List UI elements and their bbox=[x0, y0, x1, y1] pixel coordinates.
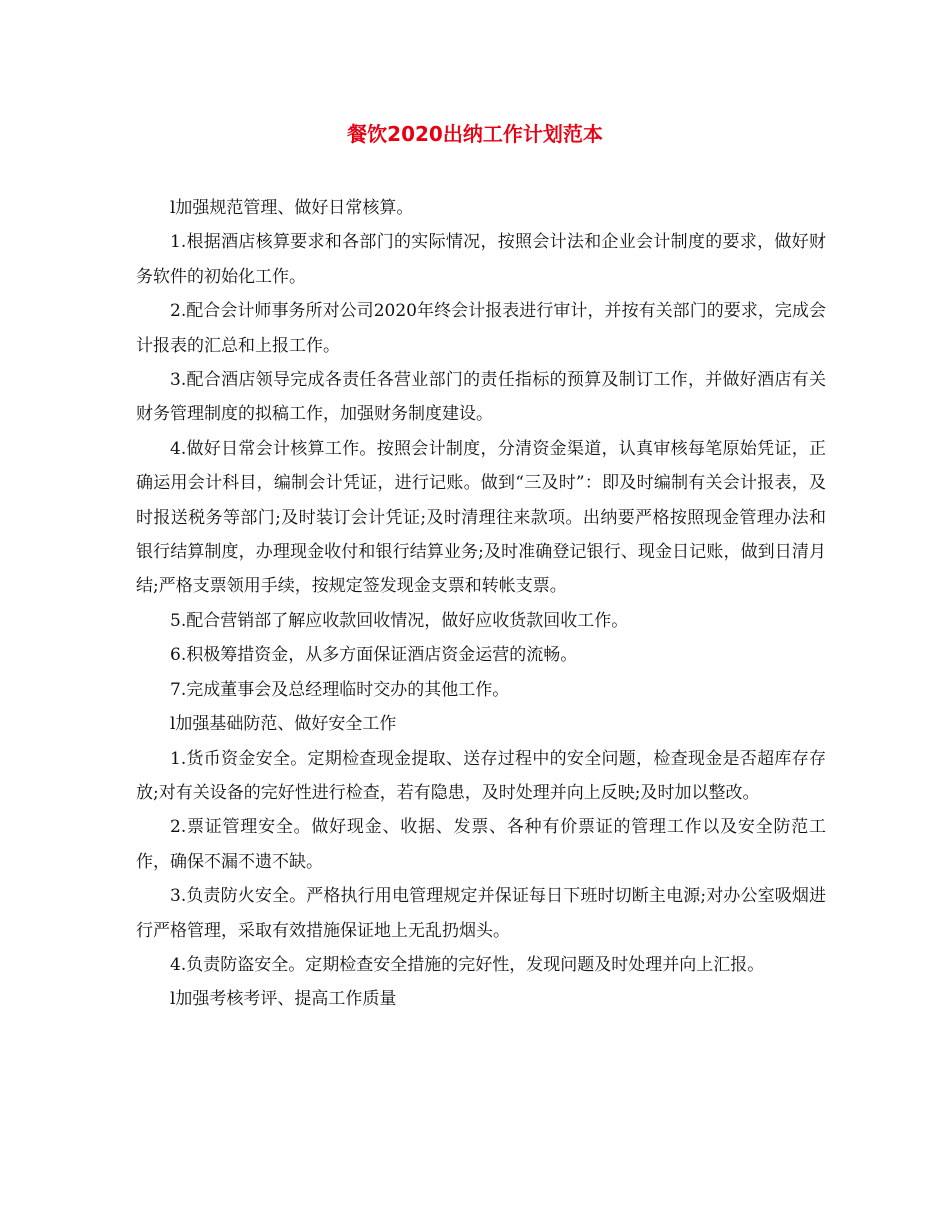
paragraph-item-5: 5.配合营销部了解应收款回收情况，做好应收货款回收工作。 bbox=[170, 610, 629, 631]
paragraph-item-6: 6.积极筹措资金，从多方面保证酒店资金运营的流畅。 bbox=[170, 645, 578, 666]
paragraph-item-3: 3.配合酒店领导完成各责任各营业部门的责任指标的预算及制订工作，并做好酒店有关财务管理制度的拟稿工作，加强财务制度建设。 bbox=[136, 370, 826, 425]
paragraph-item-2: 2.配合会计师事务所对公司2020年终会计报表进行审计，并按有关部门的要求，完成会计报表的汇总和上报工作。 bbox=[136, 301, 826, 356]
section-heading-2: l加强基础防范、做好安全工作 bbox=[170, 714, 397, 735]
document-title: 餐饮2020出纳工作计划范本 bbox=[347, 122, 603, 146]
paragraph-item-7: 7.完成董事会及总经理临时交办的其他工作。 bbox=[170, 679, 510, 700]
section-heading-1: l加强规范管理、做好日常核算。 bbox=[170, 198, 414, 218]
paragraph-item-8: 1.货币资金安全。定期检查现金提取、送存过程中的安全问题，检查现金是否超库存存放;对有关设备的完好性进行检查，若有隐患，及时处理并向上反映;及时加以整改。 bbox=[136, 748, 826, 803]
paragraph-item-1: 1.根据酒店核算要求和各部门的实际情况，按照会计法和企业会计制度的要求，做好财务软件的初始化工作。 bbox=[136, 232, 826, 287]
document-body bbox=[136, 191, 826, 1017]
paragraph-item-4: 4.做好日常会计核算工作。按照会计制度，分清资金渠道，认真审核每笔原始凭证，正确运用会计科目，编制会计凭证，进行记账。做到“三及时”：即及时编制有关会计报表，及时报送税务等部门;及时装订会计凭证;及时清理往来款项。出纳要严格按照现金管理办法和银行结算制度，办理现金收付和银行结算业务;及时准确登记银行、现金日记账，做到日清月结;严格支票领用手续，按规定签发现金支票和转帐支票。 bbox=[136, 438, 826, 597]
paragraph-item-9: 2.票证管理安全。做好现金、收据、发票、各种有价票证的管理工作以及安全防范工作，确保不漏不遗不缺。 bbox=[136, 817, 826, 872]
section-heading-3: l加强考核考评、提高工作质量 bbox=[170, 989, 397, 1010]
paragraph-item-10: 3.负责防火安全。严格执行用电管理规定并保证每日下班时切断主电源;对办公室吸烟进行严格管理，采取有效措施保证地上无乱扔烟头。 bbox=[136, 886, 826, 941]
paragraph-item-11: 4.负责防盗安全。定期检查安全措施的完好性，发现问题及时处理并向上汇报。 bbox=[170, 954, 765, 975]
